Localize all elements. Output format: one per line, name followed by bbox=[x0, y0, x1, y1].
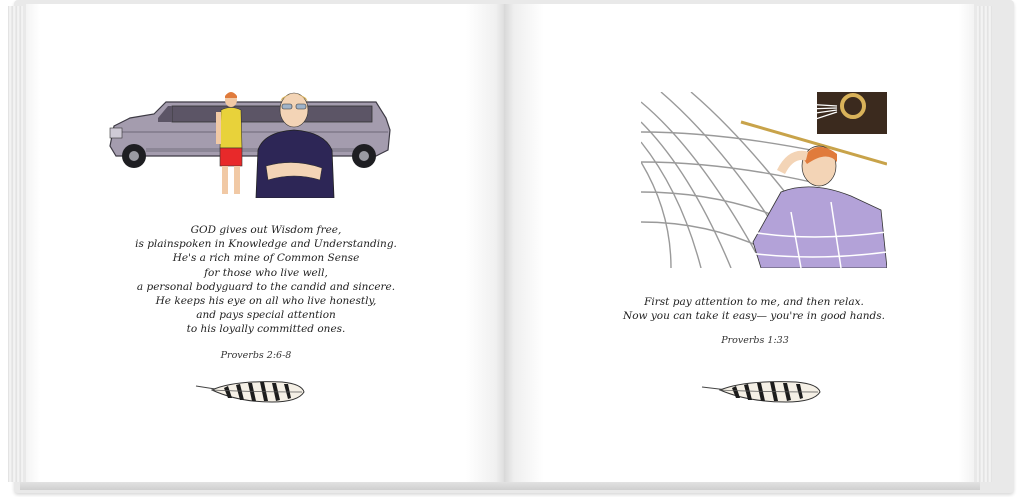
relax-verse bbox=[604, 295, 904, 323]
wisdom-verse bbox=[116, 223, 416, 337]
verse-reference: Proverbs 1:33 bbox=[721, 335, 789, 346]
verse-line: First pay attention to me, and then relax. bbox=[644, 296, 864, 308]
verse-line: GOD gives out Wisdom free, bbox=[190, 224, 342, 236]
page-stack-left-edge bbox=[8, 6, 24, 482]
feather-icon bbox=[194, 378, 306, 406]
verse-line: Now you can take it easy— you're in good hands. bbox=[623, 310, 885, 323]
hammock-illustration bbox=[641, 92, 887, 268]
verse-line: a personal bodyguard to the candid and sincere. bbox=[136, 280, 396, 293]
feather-icon bbox=[700, 378, 822, 406]
verse-line: is plainspoken in Knowledge and Understanding. bbox=[135, 238, 397, 251]
verse-line: to his loyally committed ones. bbox=[186, 323, 346, 336]
page-stack-right-edge bbox=[976, 6, 992, 482]
limousine-illustration bbox=[106, 88, 396, 198]
verse-line: He's a rich mine of Common Sense bbox=[172, 252, 360, 265]
verse-line: He keeps his eye on all who live honestly, bbox=[155, 295, 377, 308]
right-page bbox=[504, 4, 974, 482]
verse-reference: Proverbs 2:6-8 bbox=[220, 350, 292, 361]
verse-line: and pays special attention bbox=[196, 309, 336, 322]
verse-line: for those who live well, bbox=[204, 266, 328, 279]
left-page bbox=[26, 4, 504, 482]
page-stack-bottom-edge bbox=[20, 482, 980, 490]
